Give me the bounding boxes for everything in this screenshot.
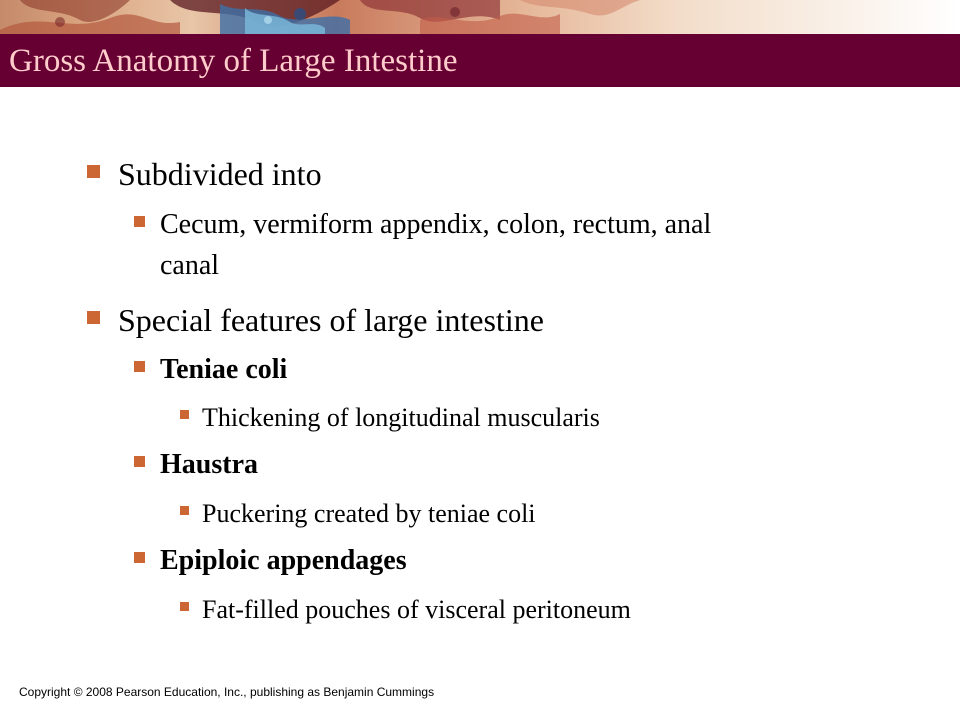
- bullet-item: [118, 155, 322, 193]
- bullet-text: Epiploic appendages: [160, 545, 407, 576]
- bullet-item: [202, 498, 536, 530]
- bullet-item: [160, 544, 407, 578]
- slide-title: Gross Anatomy of Large Intestine: [9, 43, 458, 79]
- square-bullet-icon: [180, 506, 189, 515]
- bullet-text: Special features of large intestine: [118, 302, 544, 338]
- bullet-item: [202, 594, 631, 626]
- square-bullet-icon: [134, 361, 145, 372]
- bullet-item: [118, 301, 544, 339]
- square-bullet-icon: [180, 602, 189, 611]
- square-bullet-icon: [134, 552, 145, 563]
- bullet-text: Thickening of longitudinal muscularis: [202, 403, 600, 432]
- square-bullet-icon: [134, 216, 145, 227]
- bullet-item: [160, 448, 258, 482]
- bullet-text: Teniae coli: [160, 354, 288, 385]
- bullet-item: [160, 208, 711, 242]
- square-bullet-icon: [134, 456, 145, 467]
- copyright-footer: Copyright © 2008 Pearson Education, Inc., publishing as Benjamin Cummings: [19, 685, 435, 699]
- bullet-text: Subdivided into: [118, 156, 322, 192]
- square-bullet-icon: [87, 311, 100, 324]
- bullet-text: canal: [160, 250, 220, 281]
- bullet-item: [202, 402, 600, 434]
- bullet-text: Cecum, vermiform appendix, colon, rectum, anal: [160, 209, 712, 240]
- bullet-text: Puckering created by teniae coli: [202, 499, 536, 528]
- bullet-text: Fat-filled pouches of visceral peritoneum: [202, 595, 631, 624]
- bullet-continuation: [160, 249, 219, 283]
- bullet-item: [160, 353, 287, 387]
- square-bullet-icon: [87, 165, 100, 178]
- bullet-text: Haustra: [160, 449, 258, 480]
- square-bullet-icon: [180, 410, 189, 419]
